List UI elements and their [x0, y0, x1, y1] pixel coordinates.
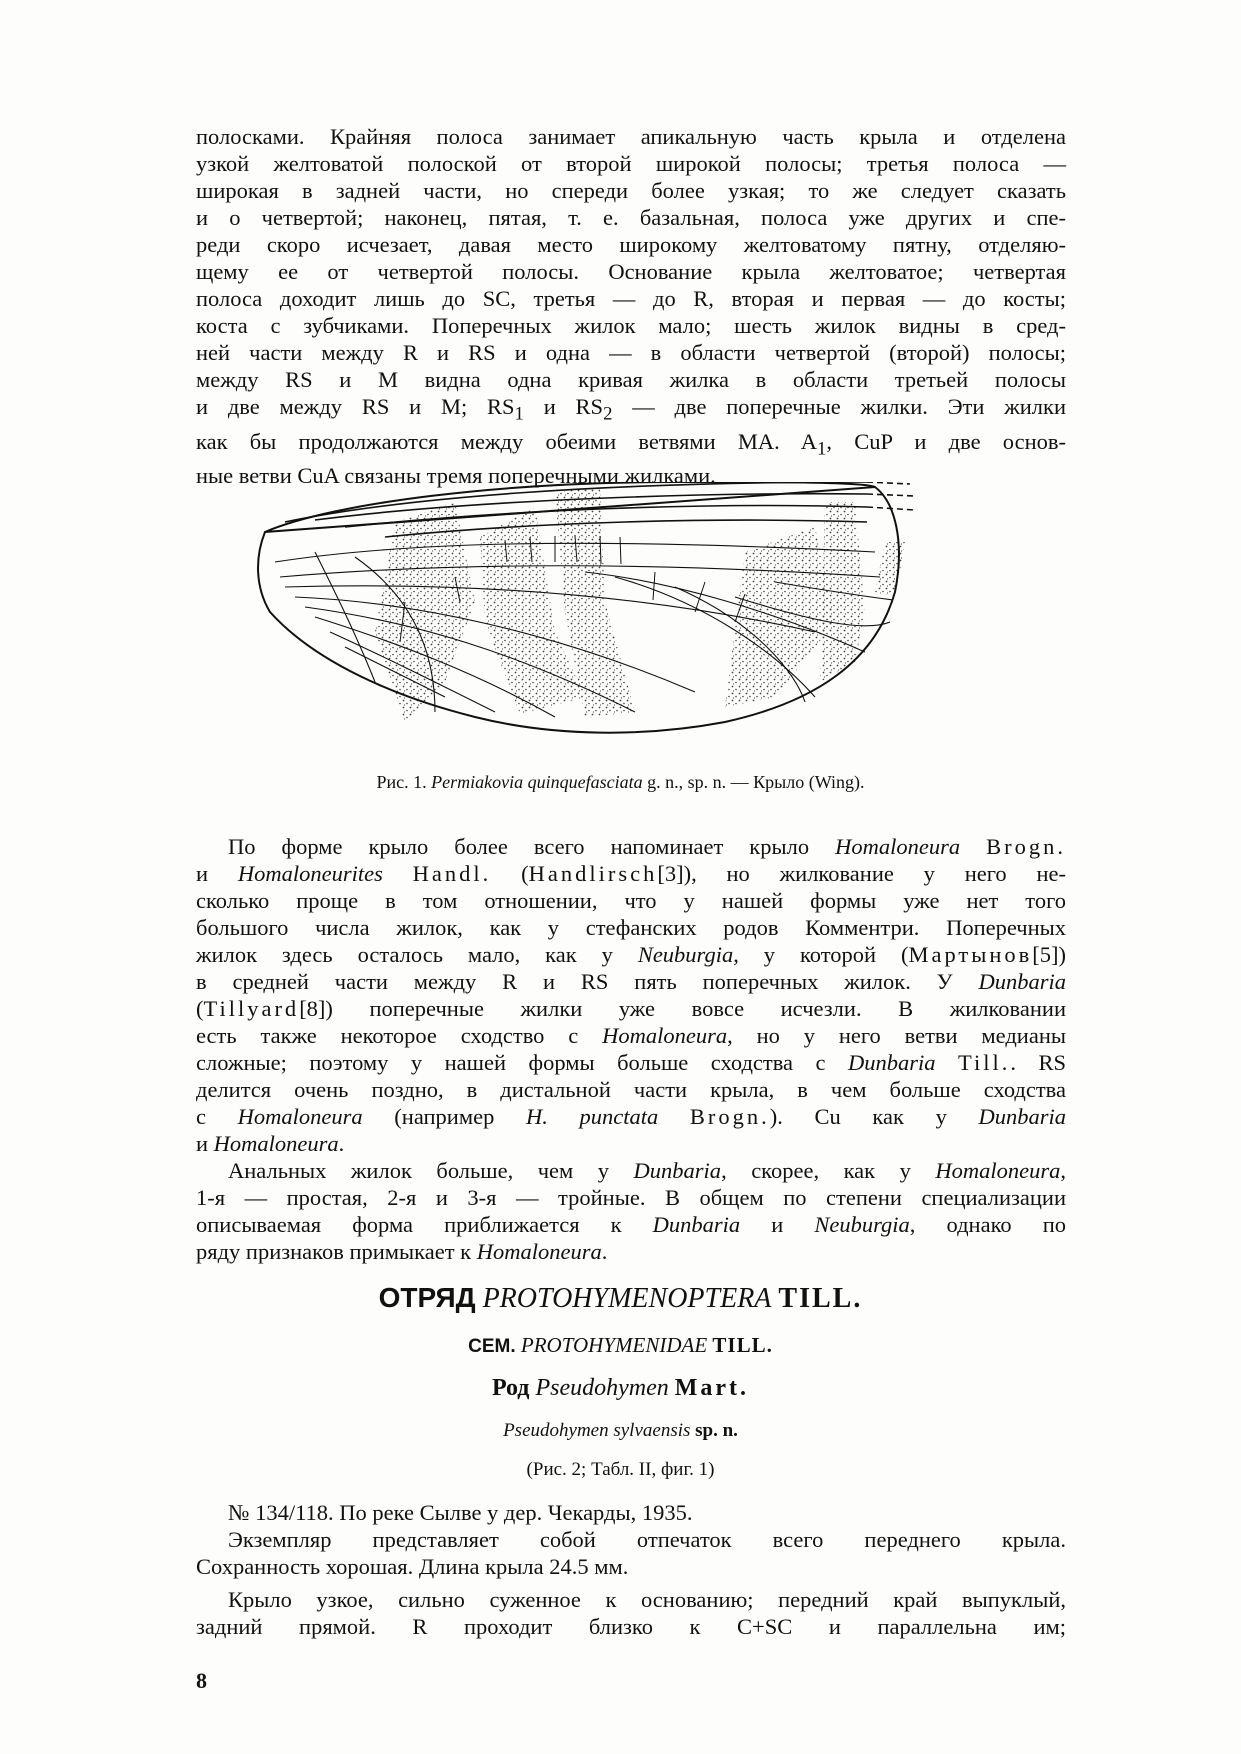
taxon-name: Dunbaria — [978, 1104, 1066, 1129]
caption-taxon: Permiakovia quinquefasciata — [431, 772, 643, 792]
text-line: узкой желтоватой полоской от второй широкой полосы; третья полоса — — [196, 151, 1066, 176]
text-run: и — [740, 1212, 815, 1237]
species-suffix: sp. n. — [695, 1420, 738, 1441]
text-line — [196, 995, 1066, 1022]
taxon-name: Dunbaria — [652, 1212, 741, 1237]
text-line: между RS и M видна одна кривая жилка в области третьей полосы — [196, 367, 1066, 392]
text-line — [196, 941, 1066, 968]
taxon-name: Dunbaria — [978, 969, 1066, 994]
family-name: PROTOHYMENIDAE — [520, 1333, 708, 1357]
text-run: По форме крыло более всего напоминает крыло — [228, 834, 836, 859]
text-run: , CuP и две основ- — [826, 428, 1067, 454]
text-run: [8]) поперечные жилки уже вовсе исчезли. В жилковании — [299, 996, 1066, 1021]
text-line: Крыло узкое, сильно суженное к основанию; передний край выпуклый, — [228, 1587, 1066, 1612]
text-run: в средней части между R и RS пять поперечных жилок. У — [196, 969, 979, 994]
text-line: полосками. Крайняя полоса занимает апикальную часть крыла и отделена — [196, 124, 1066, 149]
text-line: Сохранность хорошая. Длина крыла 24.5 мм. — [196, 1554, 629, 1579]
text-run: с — [196, 1104, 238, 1129]
text-run: [5]) — [1032, 942, 1067, 967]
text-run: ряду признаков примыкает к — [196, 1239, 477, 1264]
taxon-name: Homaloneura — [476, 1239, 602, 1264]
text-line: делится очень поздно, в дистальной части крыла, в чем больше сходства — [196, 1077, 1066, 1102]
text-run: , у которой ( — [733, 942, 909, 967]
text-run: , скорее, как у — [721, 1158, 936, 1183]
text-line: 1-я — простая, 2-я и 3-я — тройные. В общем по степени специализации — [196, 1185, 1066, 1210]
text-line — [196, 393, 1066, 428]
author-name: Handlirsch — [528, 861, 658, 886]
paragraph-specimen-locality — [196, 1499, 1066, 1526]
text-line: № 134/118. По реке Сылве у дер. Чекарды, 1935. — [228, 1500, 693, 1525]
figure-1-wing-drawing — [255, 482, 975, 742]
text-run: (например — [362, 1104, 526, 1129]
subscript: 2 — [603, 403, 613, 425]
text-line — [196, 860, 1066, 887]
text-run: описываемая форма приближается к — [196, 1212, 653, 1237]
taxon-name: Neuburgia — [814, 1212, 910, 1237]
paragraph-wing-bands — [196, 123, 1066, 489]
text-run: , однако по — [909, 1212, 1066, 1237]
text-run: , — [1060, 1158, 1066, 1183]
taxon-name: Homaloneura — [213, 1131, 339, 1156]
paragraph-wing-shape — [196, 1586, 1066, 1640]
text-run: [3]), но жилкование у него не- — [657, 861, 1066, 886]
text-run: , но у него ветви медианы — [727, 1023, 1066, 1048]
text-line — [196, 833, 1066, 860]
band-6 — [875, 542, 905, 597]
text-run: — две поперечные жилки. Эти жилки — [612, 394, 1067, 419]
author-name: Brogn. — [986, 834, 1066, 859]
taxon-name: Neuburgia — [637, 942, 734, 967]
text-line — [196, 1238, 1066, 1265]
text-line: большого числа жилок, как у стефанских родов Комментри. Поперечных — [196, 915, 1066, 940]
page-number: 8 — [196, 1668, 207, 1693]
author-name: TILL. — [712, 1333, 773, 1357]
caption-text: g. n., sp. n. — Крыло (Wing). — [647, 772, 865, 792]
text-run: и — [196, 861, 238, 886]
text-line — [196, 1157, 1066, 1184]
subscript: 1 — [817, 438, 827, 459]
text-run: как бы продолжаются между обеими ветвями MA. A — [196, 428, 817, 454]
paragraph-specimen-description — [196, 1526, 1066, 1580]
text-line — [196, 1049, 1066, 1076]
text-run: и RS — [523, 394, 604, 419]
text-run: и — [196, 1131, 214, 1156]
genus-name: Pseudohymen — [535, 1375, 669, 1401]
text-line — [196, 428, 1066, 463]
text-line: сколько проще в том отношении, что у нашей формы уже нет того — [196, 888, 1066, 913]
caption-label: Рис. 1. — [376, 772, 427, 792]
heading-prefix: СЕМ. — [468, 1336, 516, 1357]
family-heading — [0, 1333, 1241, 1358]
taxon-name: H. punctata — [525, 1104, 659, 1129]
text-line — [196, 1022, 1066, 1049]
figure-reference: (Рис. 2; Табл. II, фиг. 1) — [526, 1459, 715, 1480]
text-run: Анальных жилок больше, чем у — [228, 1158, 634, 1183]
text-run: есть также некоторое сходство с — [196, 1023, 603, 1048]
author-name: TILL. — [778, 1283, 863, 1314]
species-name: Pseudohymen sylvaensis — [503, 1420, 691, 1441]
author-name: Handl. — [412, 861, 492, 886]
text-line: широкая в задней части, но спереди более узкая; то же следует сказать — [196, 178, 1066, 203]
taxon-name: Dunbaria — [633, 1158, 722, 1183]
text-line — [196, 1130, 1066, 1157]
taxon-name: Homaloneurites — [237, 861, 383, 886]
text-line: Экземпляр представляет собой отпечаток всего переднего крыла. — [228, 1527, 1066, 1552]
text-line — [196, 968, 1066, 995]
text-line: ные ветви CuA связаны тремя поперечными жилками. — [196, 463, 716, 488]
text-line: полоса доходит лишь до SC, третья — до R, вторая и первая — до косты; — [196, 286, 1066, 311]
author-name: Tillyard — [203, 996, 300, 1021]
heading-prefix: Род — [491, 1375, 530, 1401]
taxon-name: Homaloneura — [835, 834, 961, 859]
text-line — [196, 1103, 1066, 1130]
text-line: и о четвертой; наконец, пятая, т. е. базальная, полоса уже других и спе- — [196, 205, 1066, 230]
taxon-name: Homaloneura — [935, 1158, 1061, 1183]
text-run: жилок здесь осталось мало, как у — [196, 942, 638, 967]
text-run: . RS — [1010, 1050, 1067, 1075]
taxon-name: Homaloneura — [237, 1104, 363, 1129]
paragraph-comparison — [196, 833, 1066, 1157]
text-run: и две между RS и M; RS — [196, 394, 515, 419]
text-line: щему ее от четвертой полосы. Основание крыла желтоватое; четвертая — [196, 259, 1066, 284]
order-name: PROTOHYMENOPTERA — [482, 1283, 772, 1314]
wing-illustration — [255, 482, 975, 742]
text-run: ( — [521, 861, 529, 886]
text-line: коста с зубчиками. Поперечных жилок мало; шесть жилок видны в сред- — [196, 313, 1066, 338]
species-heading — [0, 1420, 1241, 1442]
text-run: ( — [196, 996, 204, 1021]
subscript: 1 — [514, 403, 524, 425]
text-run: . — [338, 1131, 345, 1156]
genus-heading — [0, 1375, 1241, 1402]
text-line: реди скоро исчезает, давая место широкому желтоватому пятну, отделяю- — [196, 232, 1066, 257]
order-heading — [0, 1282, 1241, 1315]
author-name: Мартынов — [908, 942, 1033, 967]
text-line: задний прямой. R проходит близко к C+SC и параллельна им; — [196, 1614, 1066, 1639]
taxon-name: Dunbaria — [848, 1050, 936, 1075]
heading-prefix: ОТРЯД — [378, 1282, 476, 1313]
text-run: ). Cu как у — [769, 1104, 979, 1129]
figure-1-caption — [0, 772, 1241, 793]
author-name: Brogn. — [689, 1104, 770, 1129]
author-name: Mart. — [674, 1375, 750, 1401]
text-run: сложные; поэтому у нашей формы больше сходства с — [196, 1050, 849, 1075]
taxon-name: Homaloneura — [602, 1023, 728, 1048]
author-name: Till. — [958, 1050, 1011, 1075]
text-run: . — [601, 1239, 608, 1264]
text-line — [196, 1211, 1066, 1238]
paragraph-anal-veins — [196, 1157, 1066, 1265]
text-line: ней части между R и RS и одна — в области четвертой (второй) полосы; — [196, 340, 1066, 365]
